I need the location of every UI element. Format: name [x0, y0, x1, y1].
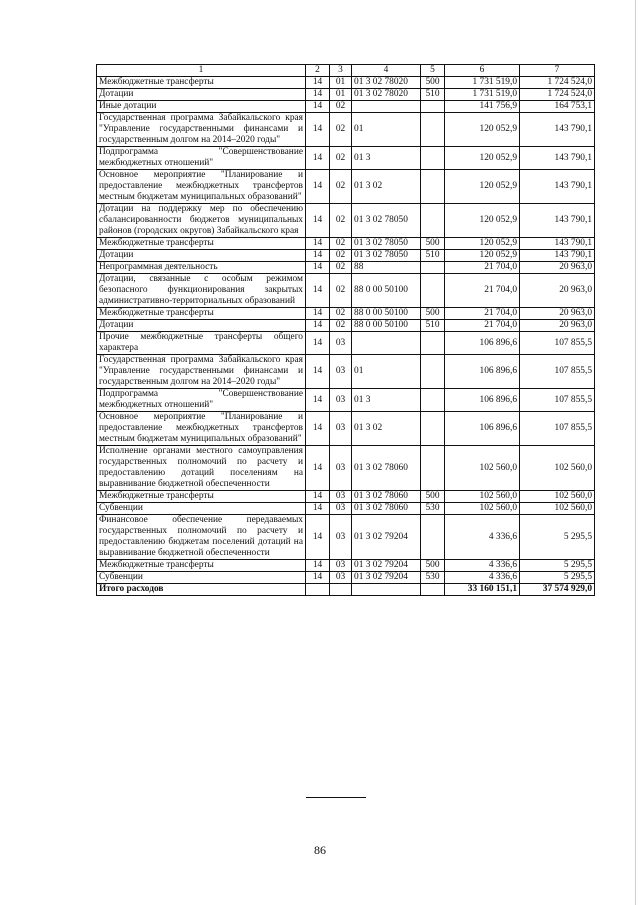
table-cell — [352, 584, 421, 596]
target-article-code: 01 3 02 79204 — [352, 572, 421, 584]
section-code: 14 — [306, 572, 330, 584]
table-row — [97, 101, 595, 113]
amount-year-1: 21 704,0 — [445, 274, 520, 308]
table-row — [97, 332, 595, 355]
expense-type-code — [421, 204, 445, 238]
subsection-code: 03 — [330, 572, 352, 584]
target-article-code: 01 3 02 78050 — [352, 204, 421, 238]
amount-year-2: 20 963,0 — [520, 262, 595, 274]
expense-name: Основное мероприятие "Планирование и предоставление межбюджетных трансфертов местным бюджетам муниципальных образований" — [97, 170, 306, 204]
expense-name: Исполнение органами местного самоуправления государственных полномочий по расчету и предоставлению дотаций поселениям на выравнивание бюджетной обеспеченности — [97, 446, 306, 491]
expense-name: Межбюджетные трансферты — [97, 77, 306, 89]
target-article-code: 01 3 02 78060 — [352, 491, 421, 503]
table-row — [97, 147, 595, 170]
column-header: 3 — [330, 65, 352, 77]
expense-type-code — [421, 446, 445, 491]
table-cell — [330, 584, 352, 596]
amount-year-1: 120 052,9 — [445, 204, 520, 238]
table-row — [97, 503, 595, 515]
amount-year-1: 21 704,0 — [445, 262, 520, 274]
amount-year-2: 143 790,1 — [520, 250, 595, 262]
section-code: 14 — [306, 389, 330, 412]
amount-year-2: 1 724 524,0 — [520, 89, 595, 101]
target-article-code: 01 3 02 — [352, 412, 421, 446]
section-code: 14 — [306, 332, 330, 355]
total-year-1: 33 160 151,1 — [445, 584, 520, 596]
table-row — [97, 320, 595, 332]
expense-type-code — [421, 147, 445, 170]
amount-year-2: 20 963,0 — [520, 320, 595, 332]
expense-name: Основное мероприятие "Планирование и предоставление межбюджетных трансфертов местным бюджетам муниципальных образований" — [97, 412, 306, 446]
section-code: 14 — [306, 308, 330, 320]
expense-type-code: 510 — [421, 320, 445, 332]
amount-year-2: 143 790,1 — [520, 238, 595, 250]
expense-name: Прочие межбюджетные трансферты общего характера — [97, 332, 306, 355]
amount-year-1: 120 052,9 — [445, 250, 520, 262]
target-article-code: 01 — [352, 113, 421, 147]
subsection-code: 02 — [330, 274, 352, 308]
amount-year-2: 143 790,1 — [520, 113, 595, 147]
amount-year-1: 106 896,6 — [445, 332, 520, 355]
target-article-code: 01 3 02 79204 — [352, 515, 421, 560]
subsection-code: 02 — [330, 238, 352, 250]
table-row — [97, 77, 595, 89]
total-row — [97, 584, 595, 596]
expense-type-code — [421, 101, 445, 113]
table-row — [97, 572, 595, 584]
table-cell — [421, 584, 445, 596]
subsection-code: 02 — [330, 308, 352, 320]
table-row — [97, 238, 595, 250]
table-row — [97, 560, 595, 572]
section-code: 14 — [306, 412, 330, 446]
expense-type-code: 530 — [421, 572, 445, 584]
expense-type-code: 500 — [421, 77, 445, 89]
table-header-row — [97, 65, 595, 77]
subsection-code: 02 — [330, 250, 352, 262]
expense-name: Подпрограмма "Совершенствование межбюджетных отношений" — [97, 147, 306, 170]
total-year-2: 37 574 929,0 — [520, 584, 595, 596]
amount-year-1: 141 756,9 — [445, 101, 520, 113]
table-cell — [306, 584, 330, 596]
table-row — [97, 170, 595, 204]
amount-year-1: 106 896,6 — [445, 389, 520, 412]
table-body — [97, 77, 595, 584]
section-code: 14 — [306, 262, 330, 274]
amount-year-2: 143 790,1 — [520, 204, 595, 238]
expense-name: Государственная программа Забайкальского края "Управление государственными финансами и государственным долгом на 2014–2020 годы" — [97, 355, 306, 389]
column-header: 5 — [421, 65, 445, 77]
subsection-code: 03 — [330, 412, 352, 446]
target-article-code: 01 3 02 78020 — [352, 89, 421, 101]
expense-type-code: 510 — [421, 250, 445, 262]
column-header: 6 — [445, 65, 520, 77]
target-article-code: 01 3 02 78060 — [352, 446, 421, 491]
amount-year-2: 20 963,0 — [520, 274, 595, 308]
section-code: 14 — [306, 113, 330, 147]
expense-type-code: 530 — [421, 503, 445, 515]
subsection-code: 01 — [330, 89, 352, 101]
expense-name: Дотации — [97, 320, 306, 332]
expense-name: Субвенции — [97, 503, 306, 515]
section-code: 14 — [306, 250, 330, 262]
target-article-code: 01 3 — [352, 147, 421, 170]
expense-name: Межбюджетные трансферты — [97, 308, 306, 320]
column-header: 2 — [306, 65, 330, 77]
amount-year-1: 4 336,6 — [445, 515, 520, 560]
table-row — [97, 355, 595, 389]
table-row — [97, 250, 595, 262]
expense-type-code — [421, 262, 445, 274]
expense-type-code — [421, 113, 445, 147]
subsection-code: 03 — [330, 560, 352, 572]
subsection-code: 02 — [330, 101, 352, 113]
amount-year-2: 102 560,0 — [520, 446, 595, 491]
expense-name: Иные дотации — [97, 101, 306, 113]
amount-year-2: 143 790,1 — [520, 170, 595, 204]
expense-name: Дотации — [97, 250, 306, 262]
section-code: 14 — [306, 515, 330, 560]
table-row — [97, 274, 595, 308]
amount-year-2: 102 560,0 — [520, 503, 595, 515]
subsection-code: 03 — [330, 389, 352, 412]
table-row — [97, 515, 595, 560]
section-code: 14 — [306, 274, 330, 308]
expense-name: Межбюджетные трансферты — [97, 560, 306, 572]
amount-year-2: 107 855,5 — [520, 332, 595, 355]
amount-year-1: 21 704,0 — [445, 308, 520, 320]
target-article-code — [352, 101, 421, 113]
target-article-code: 88 0 00 50100 — [352, 320, 421, 332]
target-article-code — [352, 332, 421, 355]
amount-year-2: 102 560,0 — [520, 491, 595, 503]
amount-year-1: 1 731 519,0 — [445, 89, 520, 101]
amount-year-1: 120 052,9 — [445, 113, 520, 147]
target-article-code: 88 — [352, 262, 421, 274]
amount-year-2: 164 753,1 — [520, 101, 595, 113]
section-code: 14 — [306, 446, 330, 491]
section-code: 14 — [306, 101, 330, 113]
section-code: 14 — [306, 204, 330, 238]
table-row — [97, 412, 595, 446]
amount-year-2: 5 295,5 — [520, 515, 595, 560]
subsection-code: 03 — [330, 503, 352, 515]
section-code: 14 — [306, 503, 330, 515]
page-number: 86 — [314, 843, 326, 857]
amount-year-2: 107 855,5 — [520, 412, 595, 446]
expense-type-code — [421, 355, 445, 389]
total-label: Итого расходов — [97, 584, 306, 596]
footnote-separator — [306, 797, 366, 798]
subsection-code: 02 — [330, 113, 352, 147]
column-header: 4 — [352, 65, 421, 77]
table-row — [97, 446, 595, 491]
expense-name: Межбюджетные трансферты — [97, 238, 306, 250]
target-article-code: 01 — [352, 355, 421, 389]
amount-year-1: 102 560,0 — [445, 446, 520, 491]
expense-name: Государственная программа Забайкальского края "Управление государственными финансами и государственным долгом на 2014–2020 годы" — [97, 113, 306, 147]
amount-year-1: 102 560,0 — [445, 491, 520, 503]
expense-name: Непрограммная деятельность — [97, 262, 306, 274]
expense-type-code — [421, 170, 445, 204]
subsection-code: 03 — [330, 446, 352, 491]
expense-type-code — [421, 389, 445, 412]
expense-name: Дотации, связанные с особым режимом безопасного функционирования закрытых административно-территориальных образований — [97, 274, 306, 308]
expense-name: Финансовое обеспечение передаваемых государственных полномочий по расчету и предоставлению бюджетам поселений дотаций на выравнивание бюджетной обеспеченности — [97, 515, 306, 560]
expense-type-code — [421, 274, 445, 308]
amount-year-1: 106 896,6 — [445, 412, 520, 446]
page-edge — [635, 0, 636, 905]
amount-year-1: 120 052,9 — [445, 170, 520, 204]
amount-year-1: 102 560,0 — [445, 503, 520, 515]
subsection-code: 03 — [330, 491, 352, 503]
expense-type-code — [421, 332, 445, 355]
target-article-code: 88 0 00 50100 — [352, 274, 421, 308]
subsection-code: 02 — [330, 320, 352, 332]
table-row — [97, 89, 595, 101]
subsection-code: 03 — [330, 515, 352, 560]
expense-type-code — [421, 412, 445, 446]
subsection-code: 02 — [330, 262, 352, 274]
amount-year-1: 120 052,9 — [445, 238, 520, 250]
column-header: 1 — [97, 65, 306, 77]
subsection-code: 03 — [330, 355, 352, 389]
expense-name: Дотации на поддержку мер по обеспечению сбалансированности бюджетов муниципальных районов (городских округов) Забайкальского края — [97, 204, 306, 238]
amount-year-2: 5 295,5 — [520, 560, 595, 572]
table-row — [97, 491, 595, 503]
section-code: 14 — [306, 77, 330, 89]
expense-name: Подпрограмма "Совершенствование межбюджетных отношений" — [97, 389, 306, 412]
target-article-code: 01 3 02 79204 — [352, 560, 421, 572]
target-article-code: 01 3 02 78050 — [352, 250, 421, 262]
target-article-code: 01 3 — [352, 389, 421, 412]
subsection-code: 02 — [330, 204, 352, 238]
section-code: 14 — [306, 491, 330, 503]
amount-year-2: 20 963,0 — [520, 308, 595, 320]
table-row — [97, 113, 595, 147]
target-article-code: 01 3 02 78020 — [352, 77, 421, 89]
section-code: 14 — [306, 320, 330, 332]
section-code: 14 — [306, 560, 330, 572]
expense-type-code: 500 — [421, 491, 445, 503]
amount-year-2: 5 295,5 — [520, 572, 595, 584]
amount-year-1: 106 896,6 — [445, 355, 520, 389]
expense-name: Дотации — [97, 89, 306, 101]
amount-year-1: 4 336,6 — [445, 560, 520, 572]
amount-year-1: 120 052,9 — [445, 147, 520, 170]
expense-type-code: 510 — [421, 89, 445, 101]
expense-name: Субвенции — [97, 572, 306, 584]
column-header: 7 — [520, 65, 595, 77]
table-row — [97, 204, 595, 238]
amount-year-1: 4 336,6 — [445, 572, 520, 584]
expense-name: Межбюджетные трансферты — [97, 491, 306, 503]
target-article-code: 01 3 02 78050 — [352, 238, 421, 250]
section-code: 14 — [306, 89, 330, 101]
subsection-code: 02 — [330, 147, 352, 170]
expense-type-code — [421, 515, 445, 560]
target-article-code: 88 0 00 50100 — [352, 308, 421, 320]
section-code: 14 — [306, 238, 330, 250]
section-code: 14 — [306, 355, 330, 389]
amount-year-1: 21 704,0 — [445, 320, 520, 332]
amount-year-2: 107 855,5 — [520, 355, 595, 389]
amount-year-2: 107 855,5 — [520, 389, 595, 412]
expense-type-code: 500 — [421, 308, 445, 320]
subsection-code: 01 — [330, 77, 352, 89]
subsection-code: 03 — [330, 332, 352, 355]
expense-type-code: 500 — [421, 560, 445, 572]
amount-year-2: 1 724 524,0 — [520, 77, 595, 89]
expense-type-code: 500 — [421, 238, 445, 250]
amount-year-1: 1 731 519,0 — [445, 77, 520, 89]
table-row — [97, 262, 595, 274]
section-code: 14 — [306, 170, 330, 204]
target-article-code: 01 3 02 — [352, 170, 421, 204]
subsection-code: 02 — [330, 170, 352, 204]
section-code: 14 — [306, 147, 330, 170]
table-row — [97, 389, 595, 412]
target-article-code: 01 3 02 78060 — [352, 503, 421, 515]
budget-table — [96, 64, 595, 596]
table-row — [97, 308, 595, 320]
amount-year-2: 143 790,1 — [520, 147, 595, 170]
